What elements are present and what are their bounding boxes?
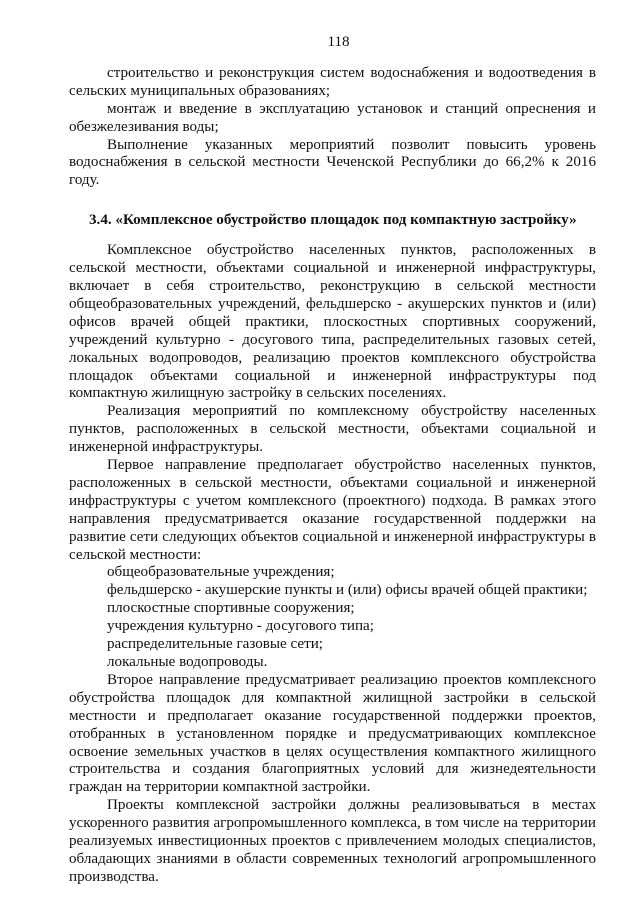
list-item: плоскостные спортивные сооружения;: [107, 600, 355, 617]
list-item: учреждения культурно - досугового типа;: [107, 618, 374, 635]
list-item: распределительные газовые сети;: [107, 636, 323, 653]
section-heading: 3.4. «Комплексное обустройство площадок под компактную застройку»: [89, 212, 577, 229]
intro-paragraph-1: строительство и реконструкция систем водоснабжения и водоотведения в сельских муниципальных образованиях;: [69, 64, 596, 99]
closing-paragraph-1: Второе направление предусматривает реализацию проектов комплексного обустройства площадок для компактной жилищной застройки в сельской местности и предполагает оказание государственной поддержки проектов, отобранных в установленном порядке и предусматривающих комплексное освоение земельных участков в целях осуществления компактного жилищного строительства и создания благоприятных условий для жизнедеятельности граждан на территории компактной застройки.: [69, 671, 596, 796]
body-paragraph-3: Первое направление предполагает обустройство населенных пунктов, расположенных в сельской местности, объектами социальной и инженерной инфраструктуры с учетом комплексного (проектного) подхода. В рамках этого направления предусматривается оказание государственной поддержки на развитие сети следующих объектов социальной и инженерной инфраструктуры в сельской местности:: [69, 457, 596, 563]
list-item: локальные водопроводы.: [107, 654, 268, 670]
list-item: фельдшерско - акушерские пункты и (или) офисы врачей общей практики;: [107, 582, 588, 599]
intro-paragraph-2: монтаж и введение в эксплуатацию установок и станций опреснения и обезжелезивания воды;: [69, 100, 596, 135]
intro-paragraph-3: Выполнение указанных мероприятий позволит повысить уровень водоснабжения в сельской местности Чеченской Республики до 66,2% к 2016 году.: [69, 136, 596, 189]
page-number: 118: [327, 34, 350, 50]
body-paragraph-1: Комплексное обустройство населенных пунктов, расположенных в сельской местности, объектами социальной и инженерной инфраструктуры, включает в себя строительство, реконструкцию в сельской местности общеобразовательных учреждений, фельдшерско - акушерских пунктов и (или) офисов врачей общей практики, плоскостных спортивных сооружений, учреждений культурно - досугового типа, распределительных газовых сетей, локальных водопроводов, реализацию проектов комплексного обустройства площадок объектами социальной и инженерной инфраструктуры под компактную жилищную застройку в сельских поселениях.: [69, 242, 596, 402]
closing-paragraph-2: Проекты комплексной застройки должны реализовываться в местах ускоренного развития агропромышленного комплекса, в том числе на территории реализуемых инвестиционных проектов с привлечением молодых специалистов, обладающих знаниями в области современных технологий агропромышленного производства.: [69, 797, 596, 885]
body-paragraph-2: Реализация мероприятий по комплексному обустройству населенных пунктов, расположенных в сельской местности, объектами социальной и инженерной инфраструктуры.: [69, 403, 596, 456]
facility-list: [69, 564, 596, 671]
document-page: [69, 34, 596, 887]
list-item: общеобразовательные учреждения;: [107, 564, 335, 581]
